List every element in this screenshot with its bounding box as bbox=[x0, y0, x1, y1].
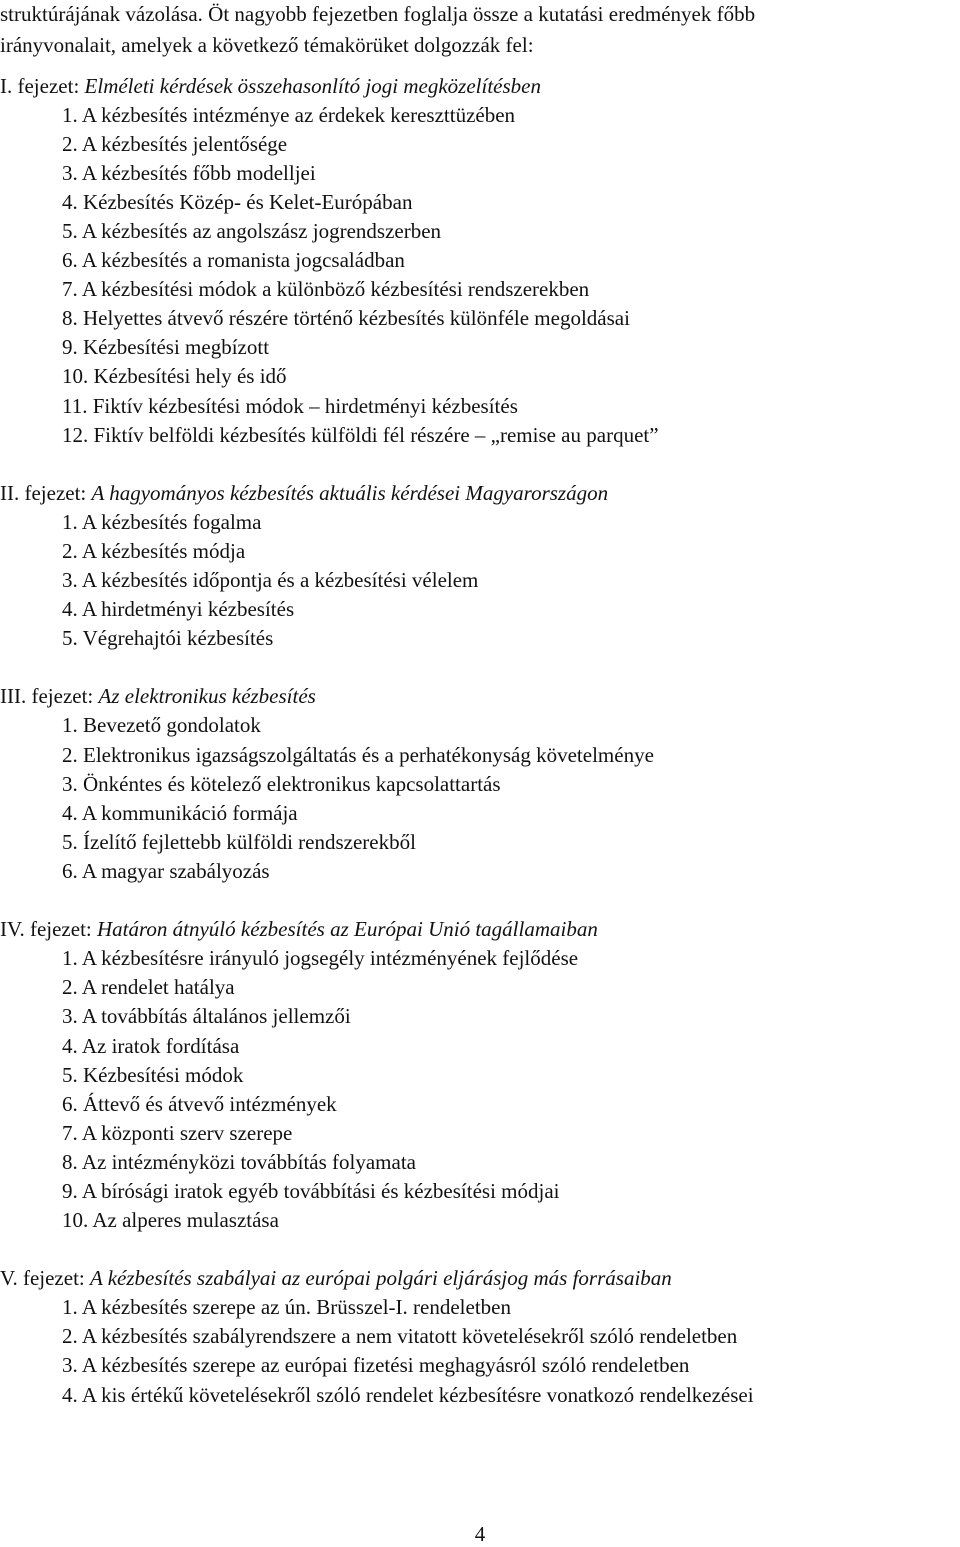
list-item: 12. Fiktív belföldi kézbesítés külföldi fél részére – „remise au parquet” bbox=[62, 423, 659, 447]
list-item: 4. A hirdetményi kézbesítés bbox=[62, 597, 295, 621]
list-item: 5. Kézbesítési módok bbox=[62, 1063, 244, 1087]
list-item: 3. A kézbesítés időpontja és a kézbesítési vélelem bbox=[62, 568, 479, 592]
chapter-prefix: V. fejezet: bbox=[0, 1266, 90, 1290]
page-number: 4 bbox=[474, 1522, 486, 1546]
list-item: 5. Ízelítő fejlettebb külföldi rendszerekből bbox=[62, 830, 416, 854]
list-item: 1. Bevezető gondolatok bbox=[62, 713, 261, 737]
chapter-title: A hagyományos kézbesítés aktuális kérdései Magyarországon bbox=[91, 481, 609, 505]
list-item: 10. Az alperes mulasztása bbox=[62, 1208, 279, 1232]
chapter-heading bbox=[0, 72, 541, 101]
chapter-prefix: II. fejezet: bbox=[0, 481, 92, 505]
list-item: 2. A kézbesítés jelentősége bbox=[62, 132, 288, 156]
chapter-title: Az elektronikus kézbesítés bbox=[98, 684, 316, 708]
list-item: 4. Kézbesítés Közép- és Kelet-Európában bbox=[62, 190, 413, 214]
chapter-heading bbox=[0, 682, 316, 711]
list-item: 6. Áttevő és átvevő intézmények bbox=[62, 1092, 337, 1116]
list-item: 9. A bírósági iratok egyéb továbbítási és kézbesítési módjai bbox=[62, 1179, 560, 1203]
chapter-prefix: III. fejezet: bbox=[0, 684, 99, 708]
list-item: 2. Elektronikus igazságszolgáltatás és a perhatékonyság követelménye bbox=[62, 743, 654, 767]
chapter-heading bbox=[0, 479, 608, 508]
list-item: 3. A kézbesítés szerepe az európai fizetési meghagyásról szóló rendeletben bbox=[62, 1353, 690, 1377]
chapter-heading bbox=[0, 1264, 672, 1293]
intro-line-1: struktúrájának vázolása. Öt nagyobb fejezetben foglalja össze a kutatási eredmények főbb bbox=[0, 2, 756, 26]
list-item: 7. A kézbesítési módok a különböző kézbesítési rendszerekben bbox=[62, 277, 590, 301]
list-item: 4. Az iratok fordítása bbox=[62, 1034, 240, 1058]
list-item: 11. Fiktív kézbesítési módok – hirdetményi kézbesítés bbox=[62, 394, 518, 418]
list-item: 1. A kézbesítés intézménye az érdekek kereszttüzében bbox=[62, 103, 516, 127]
list-item: 5. A kézbesítés az angolszász jogrendszerben bbox=[62, 219, 442, 243]
chapter-title: Határon átnyúló kézbesítés az Európai Unió tagállamaiban bbox=[96, 917, 598, 941]
list-item: 3. A kézbesítés főbb modelljei bbox=[62, 161, 316, 185]
list-item: 4. A kis értékű követelésekről szóló rendelet kézbesítésre vonatkozó rendelkezései bbox=[62, 1383, 754, 1407]
chapter-prefix: I. fejezet: bbox=[0, 74, 85, 98]
chapter-heading bbox=[0, 915, 598, 944]
list-item: 7. A központi szerv szerepe bbox=[62, 1121, 293, 1145]
chapter-title: Elméleti kérdések összehasonlító jogi megközelítésben bbox=[84, 74, 541, 98]
list-item: 2. A kézbesítés módja bbox=[62, 539, 246, 563]
list-item: 3. Önkéntes és kötelező elektronikus kapcsolattartás bbox=[62, 772, 501, 796]
list-item: 8. Az intézményközi továbbítás folyamata bbox=[62, 1150, 416, 1174]
chapter-prefix: IV. fejezet: bbox=[0, 917, 97, 941]
chapter-title: A kézbesítés szabályai az európai polgári eljárásjog más forrásaiban bbox=[90, 1266, 672, 1290]
list-item: 2. A rendelet hatálya bbox=[62, 975, 235, 999]
list-item: 1. A kézbesítés szerepe az ún. Brüsszel-I. rendeletben bbox=[62, 1295, 511, 1319]
list-item: 10. Kézbesítési hely és idő bbox=[62, 364, 287, 388]
list-item: 1. A kézbesítésre irányuló jogsegély intézményének fejlődése bbox=[62, 946, 579, 970]
list-item: 5. Végrehajtói kézbesítés bbox=[62, 626, 274, 650]
list-item: 4. A kommunikáció formája bbox=[62, 801, 298, 825]
list-item: 6. A kézbesítés a romanista jogcsaládban bbox=[62, 248, 405, 272]
list-item: 8. Helyettes átvevő részére történő kézbesítés különféle megoldásai bbox=[62, 306, 630, 330]
list-item: 6. A magyar szabályozás bbox=[62, 859, 270, 883]
intro-line-2: irányvonalait, amelyek a következő témakörüket dolgozzák fel: bbox=[0, 33, 534, 57]
list-item: 9. Kézbesítési megbízott bbox=[62, 335, 270, 359]
list-item: 3. A továbbítás általános jellemzői bbox=[62, 1004, 351, 1028]
list-item: 2. A kézbesítés szabályrendszere a nem vitatott követelésekről szóló rendeletben bbox=[62, 1324, 738, 1348]
list-item: 1. A kézbesítés fogalma bbox=[62, 510, 262, 534]
